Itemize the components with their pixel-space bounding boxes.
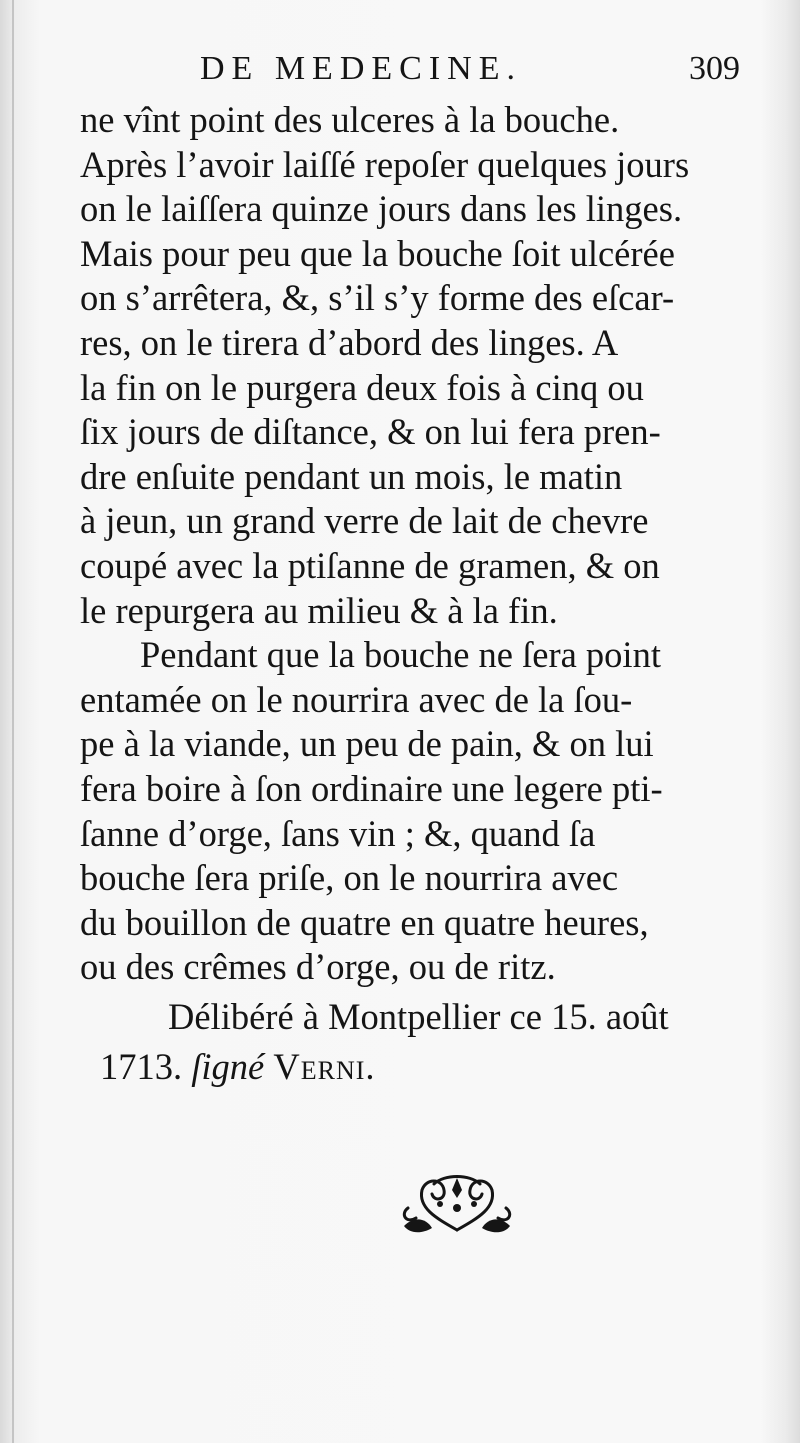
text-line: ne vînt point des ulceres à la bouche. bbox=[80, 99, 620, 140]
text-line: le repurgera au milieu & à la fin. bbox=[80, 589, 558, 631]
text-line: du bouillon de quatre en quatre heures, bbox=[80, 901, 649, 943]
text-line: coupé avec la ptiſanne de gramen, & on bbox=[80, 544, 660, 586]
page-header bbox=[200, 50, 740, 98]
paragraph-2 bbox=[80, 633, 748, 990]
signed-word: ſigné bbox=[191, 1046, 265, 1087]
text-line: bouche ſera priſe, on le nourrira avec bbox=[80, 857, 619, 899]
paragraph-1 bbox=[80, 98, 748, 633]
signed-line bbox=[100, 1042, 760, 1092]
signature-block bbox=[100, 992, 760, 1092]
page-number: 309 bbox=[689, 50, 740, 87]
running-head: DE MEDECINE. bbox=[200, 50, 522, 87]
text-line: entamée on le nourrira avec de la ſou- bbox=[80, 678, 633, 720]
text-line: on le laiſſera quinze jours dans les linges. bbox=[80, 188, 683, 230]
text-line: Après l’avoir laiſſé repoſer quelques jours bbox=[80, 143, 690, 185]
text-line: Mais pour peu que la bouche ſoit ulcérée bbox=[80, 232, 675, 274]
page-gutter bbox=[12, 0, 14, 1443]
signature-year: 1713. bbox=[100, 1046, 183, 1087]
body-text bbox=[80, 98, 748, 990]
text-line: res, on le tirera d’abord des linges. A bbox=[80, 321, 619, 363]
text-line: la fin on le purgera deux fois à cinq ou bbox=[80, 366, 644, 408]
text-line: ſanne d’orge, ſans vin ; &, quand ſa bbox=[80, 812, 596, 854]
text-line: Pendant que la bouche ne ſera point bbox=[140, 634, 661, 676]
signatory-name: Verni. bbox=[273, 1046, 376, 1087]
deliberation-line: Délibéré à Montpellier ce 15. août bbox=[168, 996, 669, 1037]
text-line: à jeun, un grand verre de lait de chevre bbox=[80, 500, 649, 542]
printers-ornament bbox=[396, 1168, 518, 1238]
text-line: dre enſuite pendant un mois, le matin bbox=[80, 455, 623, 497]
text-line: fera boire à ſon ordinaire une legere pti- bbox=[80, 767, 663, 809]
text-line: ſix jours de diſtance, & on lui fera pren- bbox=[80, 411, 661, 453]
text-line: ou des crêmes d’orge, ou de ritz. bbox=[80, 946, 556, 988]
text-line: on s’arrêtera, &, s’il s’y forme des eſcar- bbox=[80, 277, 675, 319]
text-line: pe à la viande, un peu de pain, & on lui bbox=[80, 723, 654, 765]
